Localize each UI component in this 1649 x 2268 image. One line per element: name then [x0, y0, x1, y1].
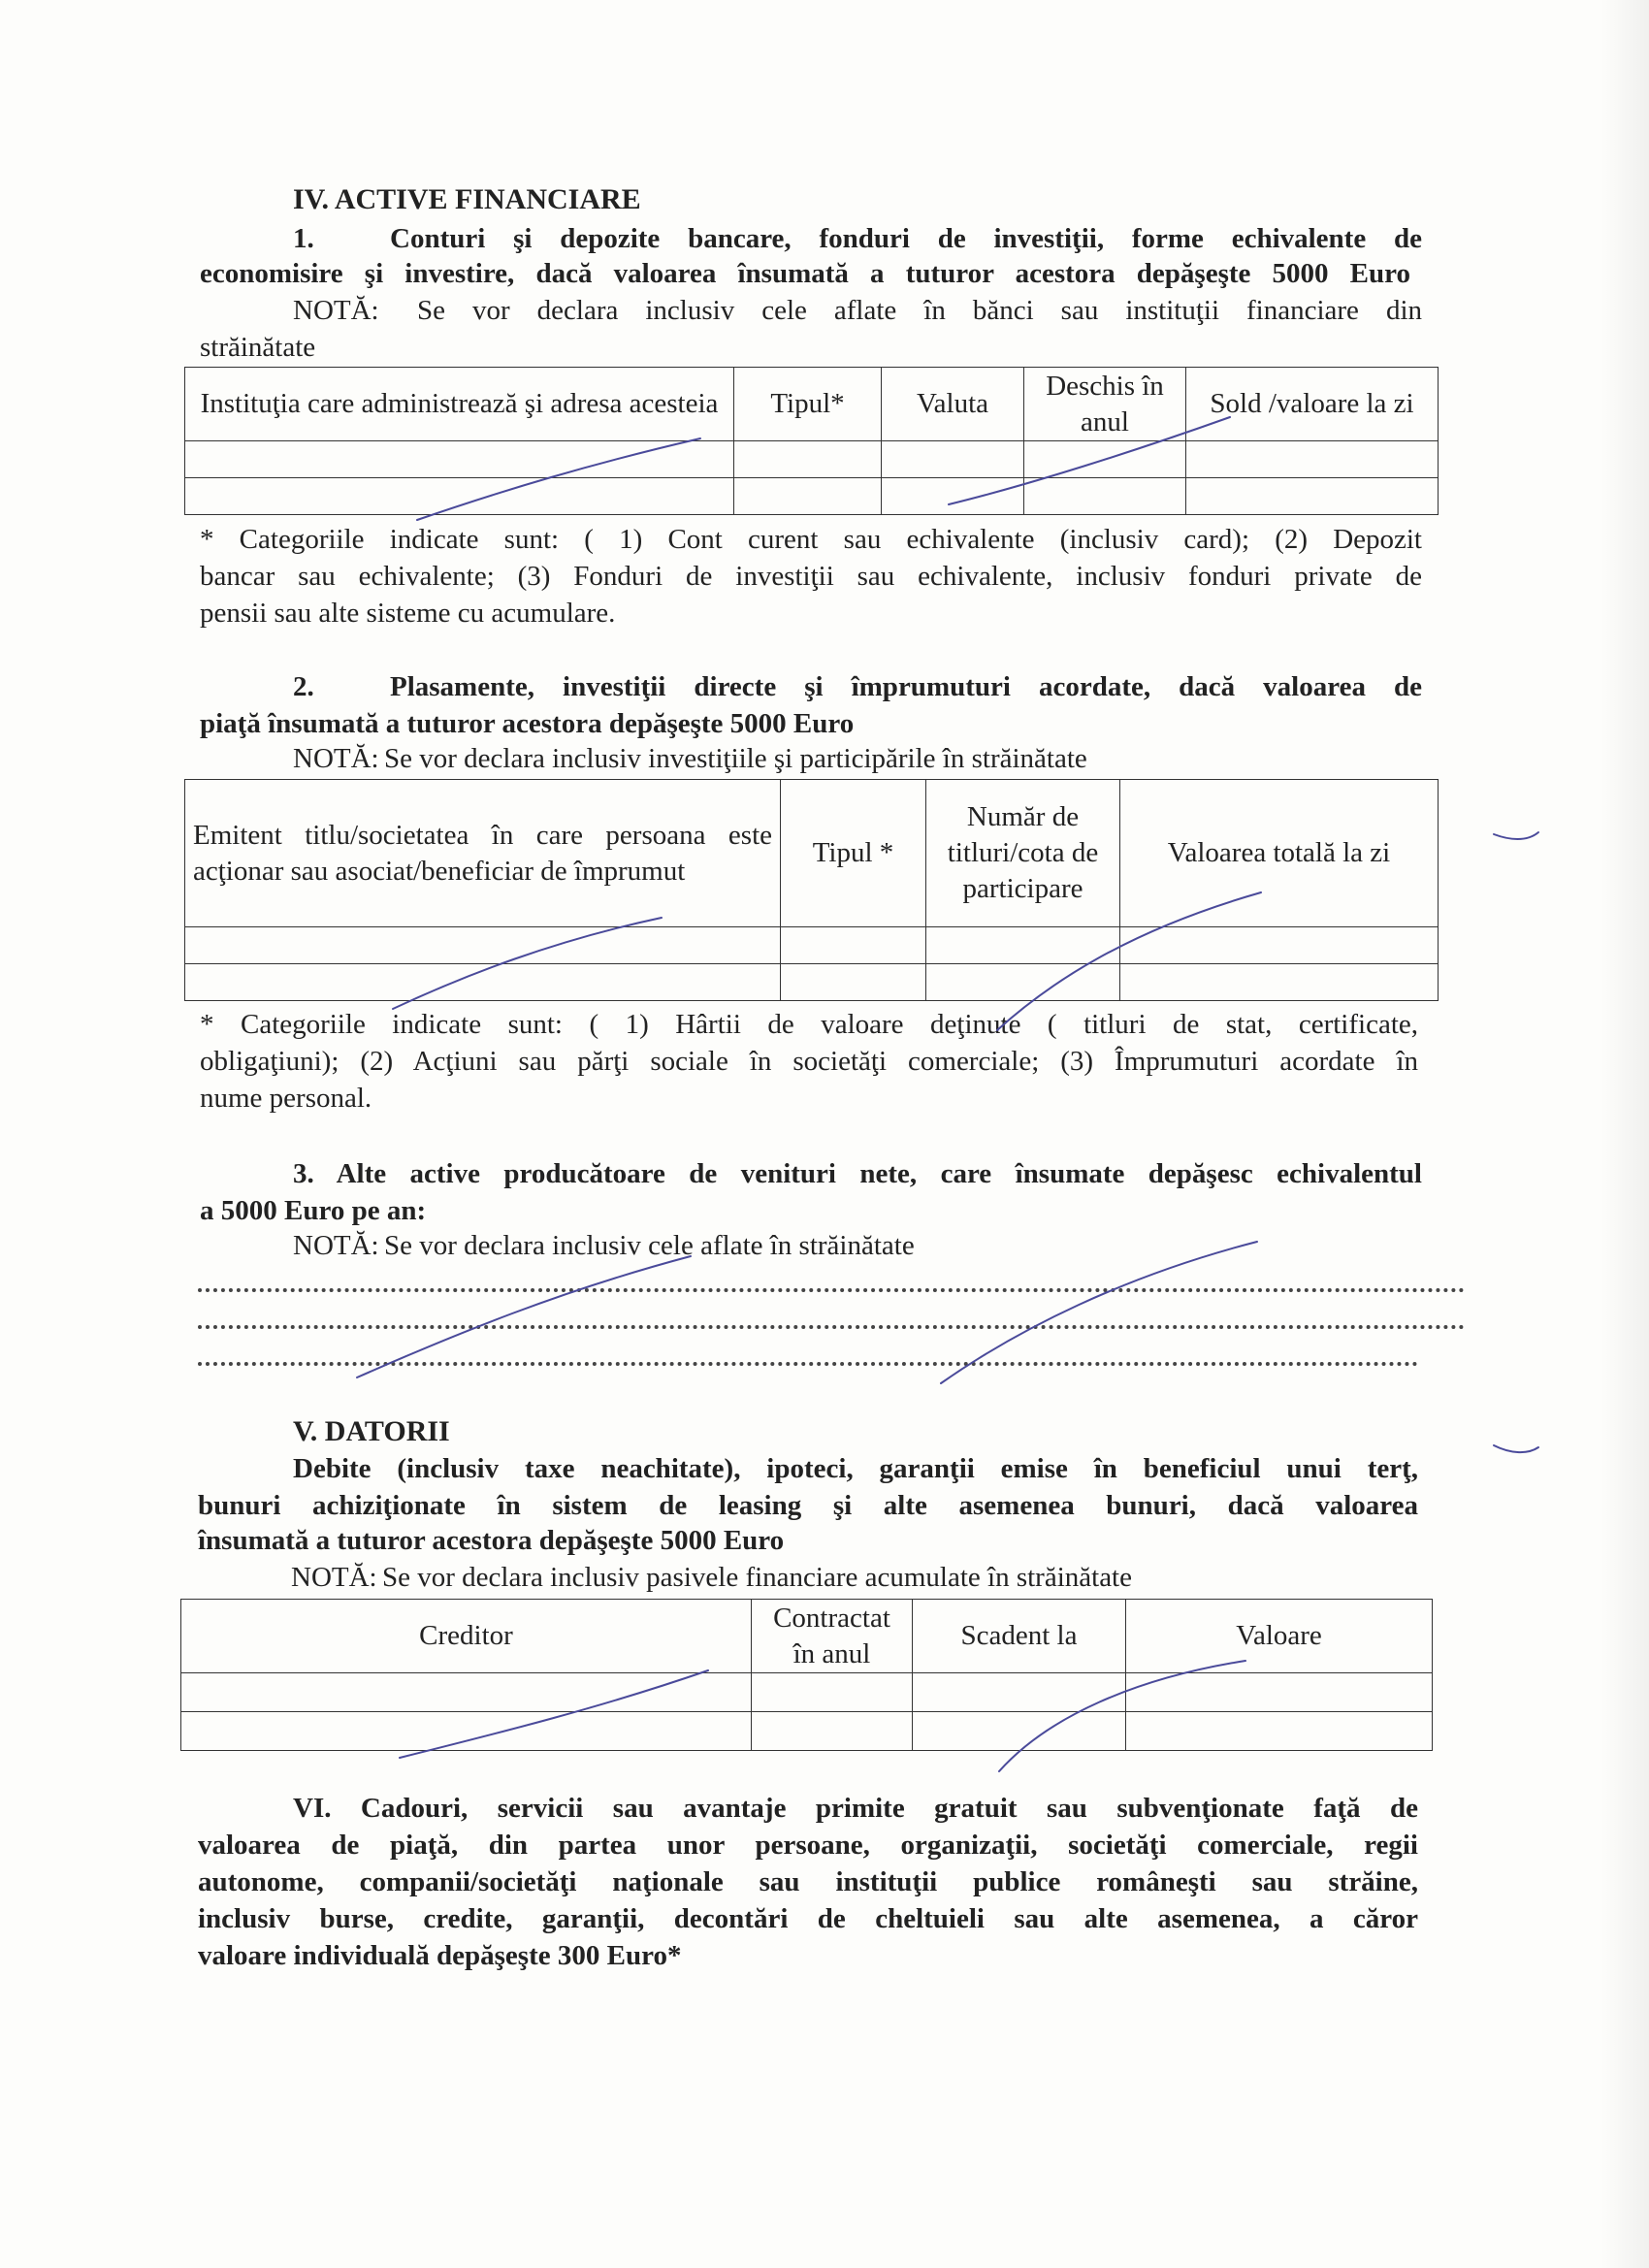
table-row [185, 964, 1439, 1001]
item-title: 3. Alte active producătoare de venituri nete, care însumate depăşesc echivalentul [293, 1158, 1422, 1189]
item-title: piaţă însumată a tuturor acestora depăşeşte 5000 Euro [200, 708, 855, 739]
table-cell [185, 478, 734, 515]
column-header: Valuta [882, 368, 1024, 441]
table-cell [185, 927, 781, 964]
pen-stroke [357, 1256, 691, 1377]
footnote: obligaţiuni); (2) Acţiuni sau părţi sociale în societăţi comerciale; (3) Împrumuturi acordate în [200, 1046, 1418, 1077]
column-header: Deschis în anul [1024, 368, 1186, 441]
section-title: valoare individuală depăşeşte 300 Euro* [198, 1940, 682, 1971]
column-header: Creditor [181, 1600, 752, 1673]
table-row [181, 1712, 1433, 1751]
section-heading: IV. ACTIVE FINANCIARE [293, 183, 641, 215]
table-cell [882, 441, 1024, 478]
note-text: Se vor declara inclusiv cele aflate în bănci sau instituţii financiare din [417, 295, 1422, 326]
investments-table [184, 779, 1439, 1001]
table-cell [1024, 478, 1186, 515]
section-title: inclusiv burse, credite, garanţii, decontări de cheltuieli sau alte asemenea, a căror [198, 1903, 1418, 1934]
footnote: bancar sau echivalente; (3) Fonduri de investiţii sau echivalente, inclusiv fonduri private de [200, 561, 1422, 592]
item-number: 2. [293, 671, 314, 702]
column-header: Valoare [1126, 1600, 1433, 1673]
table-cell [185, 964, 781, 1001]
table-cell [734, 441, 882, 478]
table-header-row [185, 780, 1439, 927]
footnote: nume personal. [200, 1083, 372, 1114]
column-header: Sold /valoare la zi [1186, 368, 1439, 441]
table-cell [926, 964, 1120, 1001]
column-header: Instituţia care administrează şi adresa acesteia [185, 368, 734, 441]
pen-stroke [1494, 832, 1538, 839]
note-text: Se vor declara inclusiv cele aflate în străinătate [384, 1230, 915, 1261]
table-cell [913, 1673, 1126, 1712]
item-number: 1. [293, 223, 314, 254]
footnote: * Categoriile indicate sunt: ( 1) Cont curent sau echivalente (inclusiv card); (2) Depozit [200, 524, 1422, 555]
section-title: bunuri achiziţionate în sistem de leasing şi alte asemenea bunuri, dacă valoarea [198, 1490, 1418, 1521]
debts-table [180, 1599, 1433, 1751]
table-row [185, 441, 1439, 478]
item-title: Conturi şi depozite bancare, fonduri de investiţii, forme echivalente de [390, 223, 1422, 254]
table-header-row [181, 1600, 1433, 1673]
table-cell [1126, 1673, 1433, 1712]
table-cell [1186, 478, 1439, 515]
column-header: Emitent titlu/societatea în care persoana este acţionar sau asociat/beneficiar de împrumut [185, 780, 781, 927]
table-cell [185, 441, 734, 478]
table-cell [882, 478, 1024, 515]
column-header: Număr de titluri/cota de participare [926, 780, 1120, 927]
table-cell [926, 927, 1120, 964]
note-text: străinătate [200, 332, 316, 363]
section-title: valoarea de piaţă, din partea unor persoane, organizaţii, societăţi comerciale, regii [198, 1830, 1418, 1861]
table-cell [1120, 927, 1439, 964]
column-header: Tipul* [734, 368, 882, 441]
table-cell [913, 1712, 1126, 1751]
section-title: autonome, companii/societăţi naţionale sau instituţii publice româneşti sau străine, [198, 1866, 1418, 1897]
table-cell [1024, 441, 1186, 478]
section-heading: V. DATORII [293, 1415, 450, 1447]
item-title: economisire şi investire, dacă valoarea însumată a tuturor acestora depăşeşte 5000 Euro [200, 258, 1410, 289]
column-header: Scadent la [913, 1600, 1126, 1673]
table-cell [752, 1712, 913, 1751]
column-header: Contractat în anul [752, 1600, 913, 1673]
table-cell [1120, 964, 1439, 1001]
table-cell [781, 927, 926, 964]
column-header: Tipul * [781, 780, 926, 927]
table-cell [781, 964, 926, 1001]
footnote: * Categoriile indicate sunt: ( 1) Hârtii de valoare deţinute ( titluri de stat, certificate, [200, 1009, 1418, 1040]
table-row [185, 478, 1439, 515]
footnote: pensii sau alte sisteme cu acumulare. [200, 598, 616, 629]
table-cell [734, 478, 882, 515]
item-title: a 5000 Euro pe an: [200, 1195, 427, 1226]
table-header-row [185, 368, 1439, 441]
bank-accounts-table [184, 367, 1439, 515]
table-row [181, 1673, 1433, 1712]
table-cell [1186, 441, 1439, 478]
table-cell [752, 1673, 913, 1712]
table-cell [1126, 1712, 1433, 1751]
section-title: Debite (inclusiv taxe neachitate), ipoteci, garanţii emise în beneficiul unui terţ, [293, 1453, 1418, 1484]
table-row [185, 927, 1439, 964]
scan-shadow [1600, 0, 1649, 2268]
dotted-fill-line [198, 1362, 1418, 1366]
note-label: NOTĂ: [293, 743, 379, 774]
note-label: NOTĂ: [293, 1230, 379, 1261]
section-title: însumată a tuturor acestora depăşeşte 5000 Euro [198, 1525, 785, 1556]
pen-stroke [1494, 1445, 1538, 1452]
column-header: Valoarea totală la zi [1120, 780, 1439, 927]
item-title: Plasamente, investiţii directe şi împrumuturi acordate, dacă valoarea de [390, 671, 1422, 702]
note-text: Se vor declara inclusiv pasivele financiare acumulate în străinătate [382, 1562, 1132, 1593]
section-title: VI. Cadouri, servicii sau avantaje primite gratuit sau subvenţionate faţă de [293, 1793, 1418, 1824]
note-label: NOTĂ: [293, 295, 379, 326]
dotted-fill-line [198, 1325, 1465, 1329]
note-label: NOTĂ: [291, 1562, 377, 1593]
note-text: Se vor declara inclusiv investiţiile şi participările în străinătate [384, 743, 1087, 774]
table-cell [181, 1673, 752, 1712]
table-cell [181, 1712, 752, 1751]
dotted-fill-line [198, 1288, 1465, 1292]
